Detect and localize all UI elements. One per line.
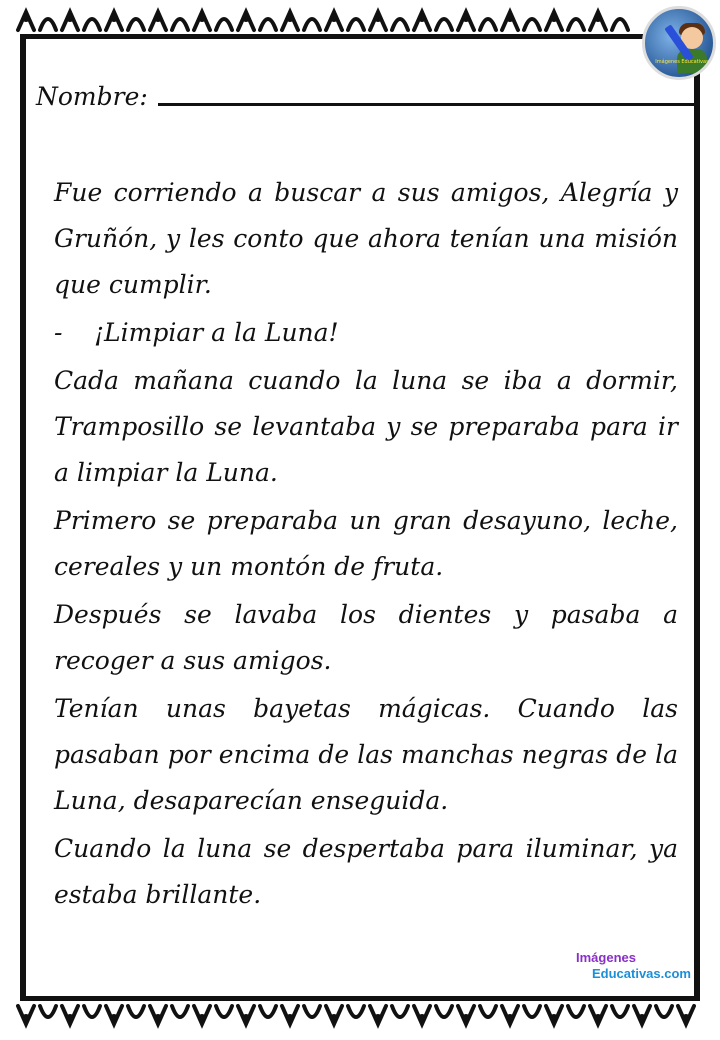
story-paragraph: Tenían unas bayetas mágicas. Cuando las pasaban por encima de las manchas negras de la Luna, desaparecían enseguida. bbox=[54, 694, 678, 815]
name-row bbox=[36, 82, 696, 112]
story-dialogue-line bbox=[54, 310, 678, 356]
story-paragraph: Cuando la luna se despertaba para iluminar, ya estaba brillante. bbox=[54, 834, 678, 909]
story-paragraph: Fue corriendo a buscar a sus amigos, Alegría y Gruñón, y les conto que ahora tenían una misión que cumplir. bbox=[54, 178, 678, 299]
logo-text: Imágenes Educativas bbox=[655, 59, 709, 65]
story-paragraph: Cada mañana cuando la luna se iba a dormir, Tramposillo se levantaba y se preparaba para ir a limpiar la Luna. bbox=[54, 366, 678, 487]
dialogue-text: ¡Limpiar a la Luna! bbox=[94, 318, 339, 347]
story-paragraph: Después se lavaba los dientes y pasaba a recoger a sus amigos. bbox=[54, 600, 678, 675]
story-text bbox=[54, 170, 678, 920]
decorative-bottom-border bbox=[0, 996, 720, 1036]
child-writing-pencil-logo bbox=[642, 6, 716, 80]
name-write-line[interactable] bbox=[158, 103, 696, 106]
site-watermark bbox=[576, 950, 696, 990]
watermark-line2: Educativas.com bbox=[592, 966, 691, 981]
story-paragraph: Primero se preparaba un gran desayuno, leche, cereales y un montón de fruta. bbox=[54, 506, 678, 581]
watermark-line1: Imágenes bbox=[576, 950, 636, 965]
name-label: Nombre: bbox=[36, 82, 148, 111]
dialogue-dash: - bbox=[54, 318, 63, 347]
